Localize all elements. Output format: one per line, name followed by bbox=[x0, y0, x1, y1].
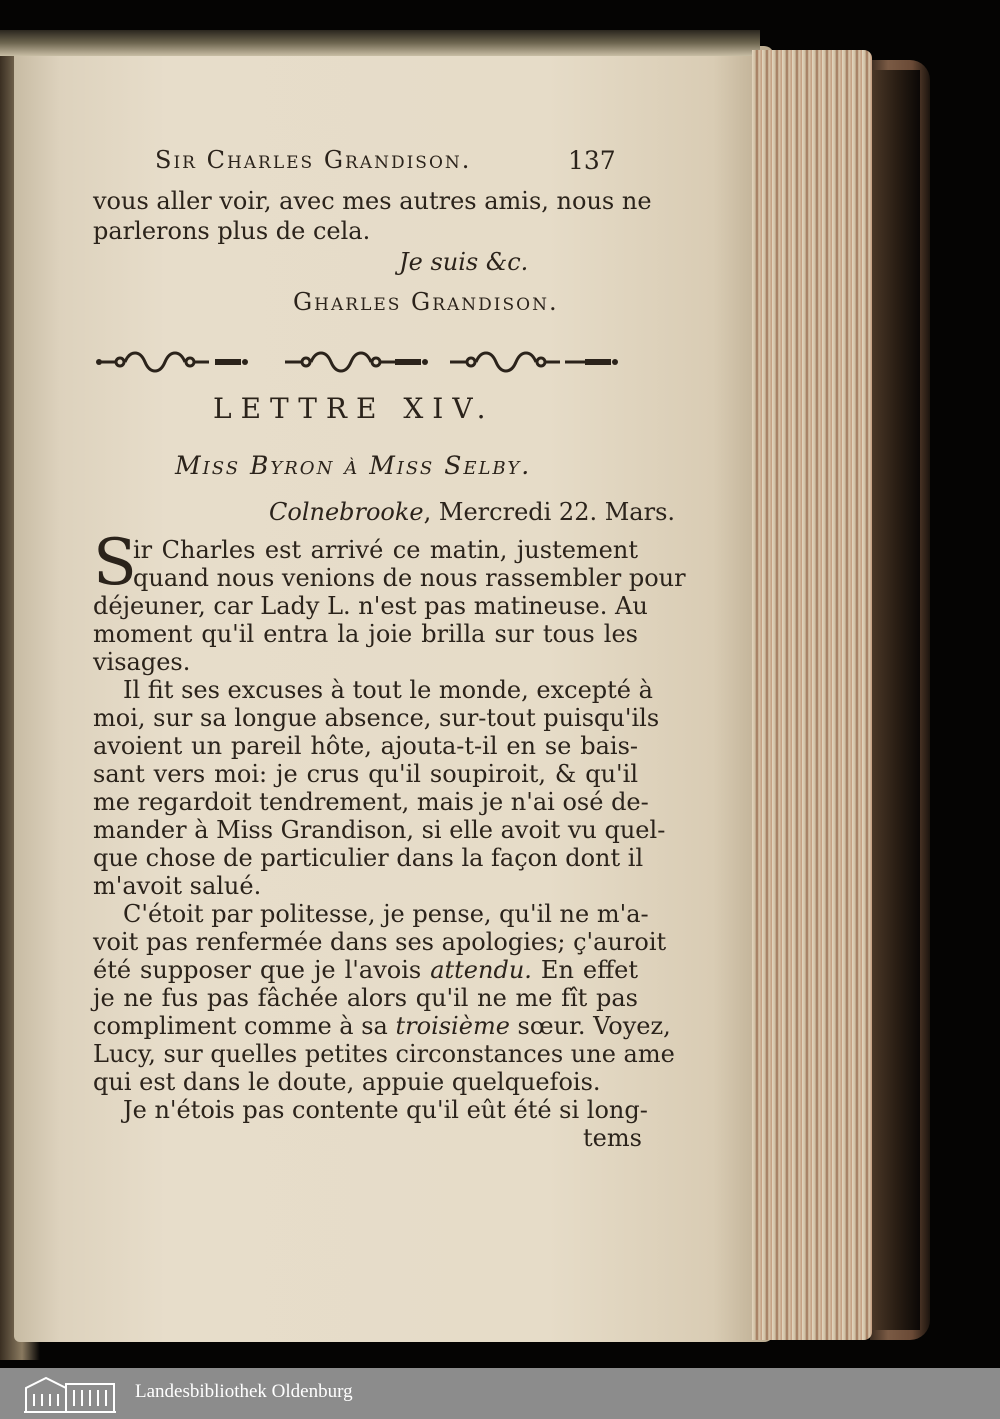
dateline-date: , Mercredi 22. Mars. bbox=[423, 498, 676, 526]
footer-bar bbox=[0, 1368, 1000, 1419]
top-binding bbox=[0, 30, 760, 56]
letter-heading: LETTRE XIV. bbox=[213, 392, 495, 425]
text-segment: En effet bbox=[540, 956, 638, 984]
text-line: C'étoit par politesse, je pense, qu'il ne m'a- bbox=[123, 900, 649, 928]
text-line: moment qu'il entra la joie brilla sur tous les bbox=[93, 620, 638, 648]
text-line: avoient un pareil hôte, ajouta-t-il en se bais- bbox=[93, 732, 638, 760]
text-line: Lucy, sur quelles petites circonstances une ame bbox=[93, 1040, 675, 1068]
text-line: que chose de particulier dans la façon dont il bbox=[93, 844, 644, 872]
catchword: tems bbox=[583, 1124, 642, 1152]
page-edges bbox=[752, 50, 872, 1340]
text-line: mander à Miss Grandison, si elle avoit vu quel- bbox=[93, 816, 666, 844]
text-line: m'avoit salué. bbox=[93, 872, 262, 900]
text-line: déjeuner, car Lady L. n'est pas matineuse. Au bbox=[93, 592, 648, 620]
text-line: me regardoit tendrement, mais je n'ai osé de- bbox=[93, 788, 649, 816]
footer-label: Landesbibliothek Oldenburg bbox=[135, 1381, 353, 1402]
ornament-divider-icon bbox=[95, 345, 640, 379]
text-line: Il fit ses excuses à tout le monde, excepté à bbox=[123, 676, 653, 704]
text-line: visages. bbox=[93, 648, 191, 676]
text-line: moi, sur sa longue absence, sur-tout puisqu'ils bbox=[93, 704, 660, 732]
signature: Gharles Grandison. bbox=[293, 288, 559, 316]
emphasis: attendu. bbox=[430, 956, 532, 984]
text-line: ir Charles est arrivé ce matin, justement bbox=[133, 536, 638, 564]
page-number: 137 bbox=[568, 146, 616, 175]
text-line bbox=[93, 1012, 671, 1040]
drop-cap: S bbox=[93, 526, 137, 600]
text-segment: compliment comme à sa bbox=[93, 1012, 388, 1040]
text-segment: sœur. Voyez, bbox=[517, 1012, 671, 1040]
dateline-place: Colnebrooke bbox=[269, 498, 424, 526]
text-line: qui est dans le doute, appuie quelquefois. bbox=[93, 1068, 601, 1096]
running-head: Sir Charles Grandison. bbox=[155, 146, 472, 174]
text-line: voit pas renfermée dans ses apologies; ç'auroit bbox=[93, 928, 667, 956]
text-line: je ne fus pas fâchée alors qu'il ne me fît pas bbox=[93, 984, 638, 1012]
closing: Je suis &c. bbox=[399, 248, 529, 276]
emphasis: troisième bbox=[395, 1012, 510, 1040]
text-line bbox=[93, 956, 638, 984]
letter-addressee: Miss Byron à Miss Selby. bbox=[175, 451, 532, 480]
text-line: parlerons plus de cela. bbox=[93, 217, 371, 245]
dateline bbox=[269, 498, 675, 526]
text-line: sant vers moi: je crus qu'il soupiroit, & qu'il bbox=[93, 760, 638, 788]
text-line: Je n'étois pas contente qu'il eût été si long- bbox=[123, 1096, 648, 1124]
text-line: vous aller voir, avec mes autres amis, nous ne bbox=[93, 187, 652, 215]
text-segment: été supposer que je l'avois bbox=[93, 956, 422, 984]
text-line: quand nous venions de nous rassembler pour bbox=[133, 564, 686, 592]
library-building-logo-icon bbox=[22, 1374, 118, 1414]
